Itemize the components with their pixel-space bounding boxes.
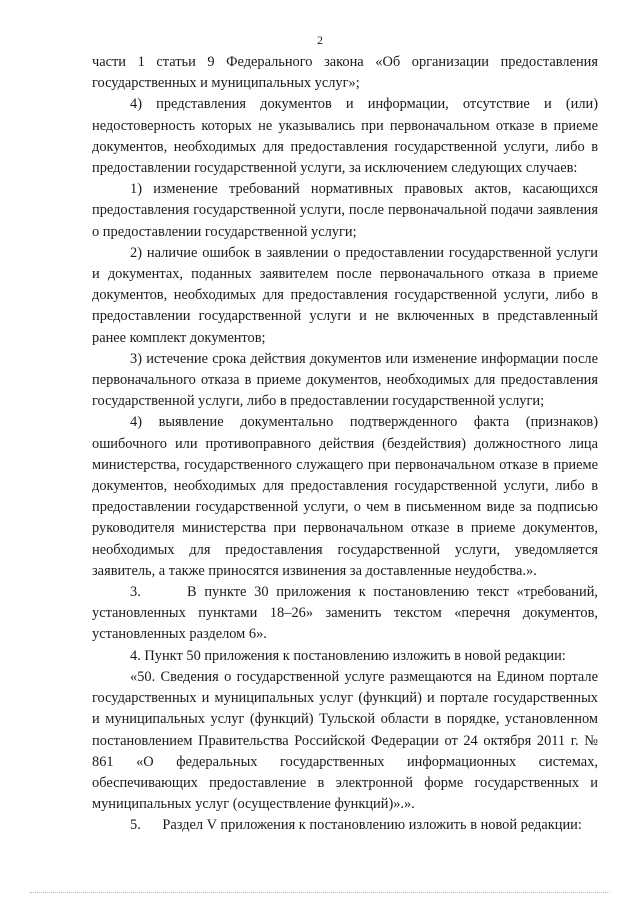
paragraph-subitem-2: 2) наличие ошибок в заявлении о предоставлении государственной услуги и документах, поданных заявителем после первоначального отказа в приеме документов, необходимых для предоставления государственной услуги, либо в предоставлении государственной услуги и не включенных в представленный ранее комплект документов; <box>92 244 598 346</box>
paragraph-item-4: 4) представления документов и информации, отсутствие и (или) недостоверность которых не указывались при первоначальном отказе в приеме документов, необходимых для предоставления государственной услуги, либо в предоставлении государственной услуги, за исключением следующих случаев: <box>92 96 598 177</box>
paragraph-point-5: 5. Раздел V приложения к постановлению изложить в новой редакции: <box>130 817 582 834</box>
scan-artifact-line <box>30 892 610 897</box>
paragraph-subitem-4: 4) выявление документально подтвержденного факта (признаков) ошибочного или противоправного действия (бездействия) должностного лица министерства, государственного служащего при первоначальном отказе в приеме документов, необходимых для предоставления государственной услуги, либо в предоставлении государственной услуги, о чем в письменном виде за подписью руководителя министерства при первоначальном отказе в приеме документов, необходимых для предоставления государственной услуги, уведомляется заявитель, а также приносятся извинения за доставленные неудобства.». <box>92 414 598 579</box>
document-body <box>92 52 602 837</box>
paragraph-point-3: 3. В пункте 30 приложения к постановлению текст «требований, установленных пунктами 18–26» заменить текстом «перечня документов, установленных разделом 6». <box>92 584 602 643</box>
paragraph-point-4: 4. Пункт 50 приложения к постановлению изложить в новой редакции: <box>130 647 566 664</box>
paragraph-subitem-1: 1) изменение требований нормативных правовых актов, касающихся предоставления государственной услуги, после первоначальной подачи заявления о предоставлении государственной услуги; <box>92 181 598 240</box>
paragraph-point-50: «50. Сведения о государственной услуге размещаются на Едином портале государственных и муниципальных услуг (функций) и портале государственных и муниципальных услуг (функций) Тульской области в порядке, установленном постановлением Правительства Российской Федерации от 24 октября 2011 г. № 861 «О федеральных государственных информационных системах, обеспечивающих предоставление в электронной форме государственных и муниципальных услуг (осуществление функций)».». <box>92 668 598 813</box>
page-number: 2 <box>317 33 323 47</box>
paragraph-continuation: части 1 статьи 9 Федерального закона «Об организации предоставления государственных и муниципальных услуг»; <box>92 54 598 92</box>
paragraph-subitem-3: 3) истечение срока действия документов или изменение информации после первоначального отказа в приеме документов, необходимых для предоставления государственной услуги, либо в предоставлении государственной услуги; <box>92 350 598 410</box>
